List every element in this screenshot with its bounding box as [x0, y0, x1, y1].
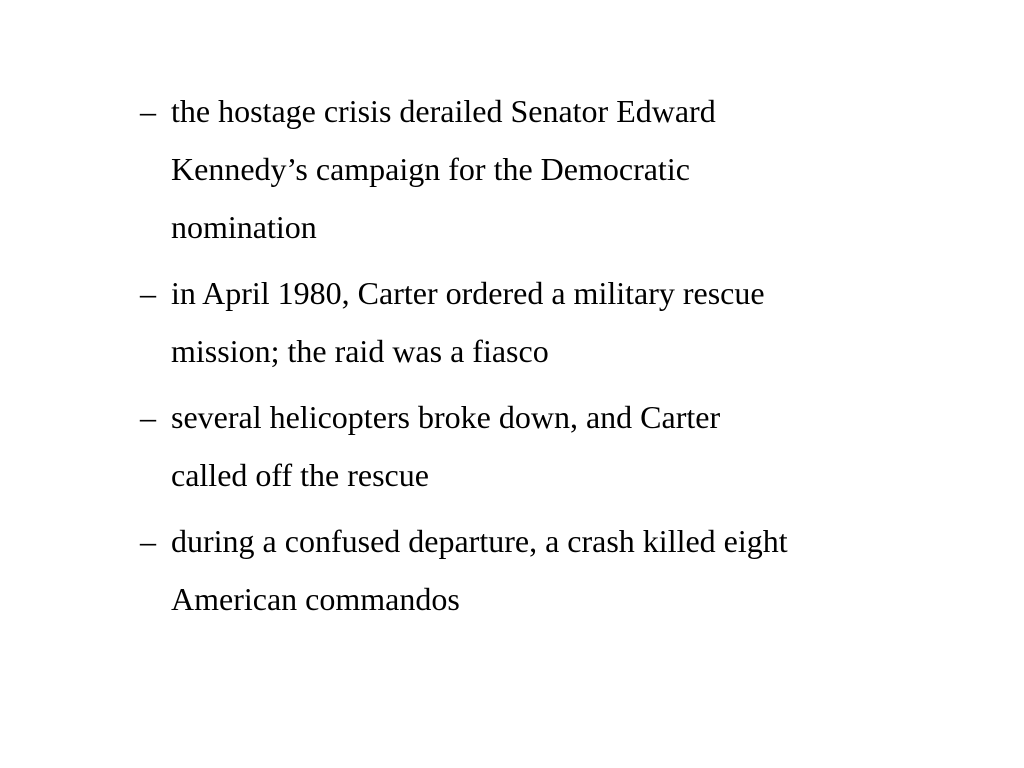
bullet-item [140, 264, 960, 380]
bullet-item [140, 512, 960, 628]
bullet-line: the hostage crisis derailed Senator Edward [171, 93, 716, 129]
bullet-text [171, 264, 960, 380]
bullet-line: called off the rescue [171, 457, 429, 493]
bullet-list [140, 82, 960, 636]
bullet-line: several helicopters broke down, and Carter [171, 399, 721, 435]
bullet-item [140, 82, 960, 256]
bullet-line: Kennedy’s campaign for the Democratic [171, 151, 690, 187]
dash-marker: – [140, 399, 156, 435]
bullet-line: in April 1980, Carter ordered a military rescue [171, 275, 765, 311]
bullet-item [140, 388, 960, 504]
bullet-line: during a confused departure, a crash killed eight [171, 523, 788, 559]
bullet-text [171, 512, 960, 628]
bullet-text [171, 388, 960, 504]
bullet-line: mission; the raid was a fiasco [171, 333, 549, 369]
dash-marker: – [140, 275, 156, 311]
dash-marker: – [140, 93, 156, 129]
bullet-line: American commandos [171, 581, 460, 617]
bullet-line: nomination [171, 209, 317, 245]
bullet-text [171, 82, 960, 256]
dash-marker: – [140, 523, 156, 559]
